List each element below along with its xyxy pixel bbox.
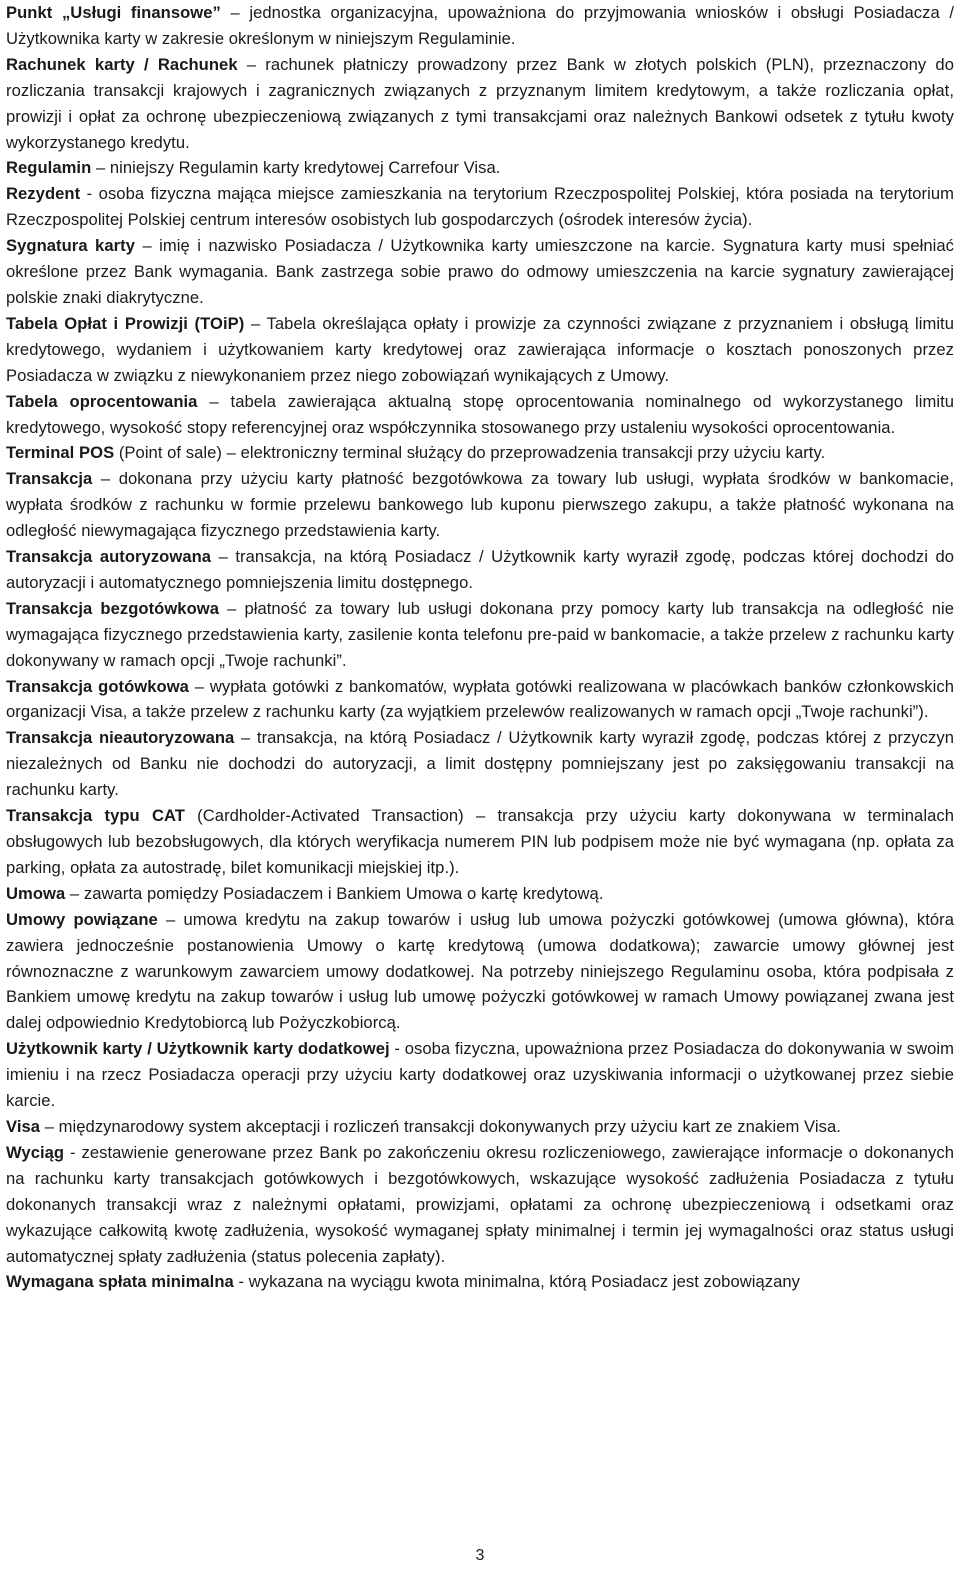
definition-text: – dokonana przy użyciu karty płatność bezgotówkowa za towary lub usługi, wypłata środków w bankomacie, wypłata środków z rachunku w formie przelewu bankowego lub kuponu pierwszego zakupu, a także płatność wykonana na odległość niewymagająca fizycznego przedstawienia karty. [6,469,954,541]
definition-text: – umowa kredytu na zakup towarów i usług lub umowa pożyczki gotówkowej (umowa główna), która zawiera jednocześnie postanowienia Umowy o kartę kredytową (umowa dodatkowa); zawarcie umowy głównej jest równoznaczne z warunkowym zawarciem umowy dodatkowej. Na potrzeby niniejszego Regulaminu osoba, która podpisała z Bankiem umowę kredytu na zakup towarów i usług lub umowę pożyczki gotówkowej w ramach Umowy powiązanej zwana jest dalej odpowiednio Kredytobiorcą lub Pożyczkobiorcą. [6,909,955,1033]
definition-text: – niniejszy Regulamin karty kredytowej Carrefour Visa. [91,158,501,178]
definition-rezydent [6,181,954,233]
definition-term: Umowa [6,883,66,903]
definition-umowa [6,881,954,907]
definition-transakcja-gotowkowa [6,674,954,726]
definition-term: Wyciąg [6,1142,65,1162]
definition-tabela-oprocentowania [6,389,954,441]
definition-text: – transakcja, na którą Posiadacz / Użytkownik karty wyraził zgodę, podczas której z przyczyn niezależnych od Banku nie dochodzi do autoryzacji, a limit dostępny pomniejszany jest po zaksięgowaniu transakcji na rachunku karty. [6,728,955,800]
definition-text: – międzynarodowy system akceptacji i rozliczeń transakcji dokonywanych przy użyciu kart ze znakiem Visa. [40,1116,841,1136]
definition-term: Rachunek karty / Rachunek [6,54,238,74]
definition-text: - zestawienie generowane przez Bank po zakończeniu okresu rozliczeniowego, zawierające informacje o dokonanych na rachunku karty transakcjach gotówkowych i bezgotówkowych, wskazujące wysokość zadłużenia Posiadacza z tytułu dokonanych transakcji wraz z należnymi opłatami, prowizjami, opłatami za ochronę ubezpieczeniową i odsetkami oraz wykazujące całkowitą kwotę zadłużenia, wysokość wymaganej spłaty minimalnej i termin jej wymagalności oraz status usługi automatycznej spłaty zadłużenia (status polecenia zapłaty). [6,1142,954,1266]
definition-text: (Point of sale) – elektroniczny terminal służący do przeprowadzenia transakcji przy użyciu karty. [114,443,826,463]
definition-term: Umowy powiązane [6,909,158,929]
definition-term: Transakcja gotówkowa [6,676,189,696]
definition-tabela-oplat [6,311,954,389]
definition-text: – transakcja, na którą Posiadacz / Użytkownik karty wyraził zgodę, podczas której dochodzi do autoryzacji i automatycznego pomniejszenia limitu dostępnego. [6,547,955,592]
definition-text: - osoba fizyczna mająca miejsce zamieszkania na terytorium Rzeczpospolitej Polskiej, która posiada na terytorium Rzeczpospolitej Polskiej centrum interesów osobistych lub gospodarczych (ośrodek interesów życia). [6,184,954,230]
definition-terminal-pos [6,440,954,466]
definition-punkt-uslugi-finansowe [6,0,954,52]
definition-term: Rezydent [6,184,81,204]
definition-term: Transakcja typu CAT [6,806,185,826]
definition-regulamin [6,155,954,181]
definition-text: – imię i nazwisko Posiadacza / Użytkownika karty umieszczone na karcie. Sygnatura karty musi spełniać określone przez Bank wymagania. Bank zastrzega sobie prawo do odmowy umieszczenia na karcie sygnatury zawierającej polskie znaki diakrytyczne. [6,236,954,307]
definition-term: Wymagana spłata minimalna [6,1272,234,1292]
definition-text: – zawarta pomiędzy Posiadaczem i Bankiem Umowa o kartę kredytową. [65,883,604,903]
definition-term: Tabela Opłat i Prowizji (TOiP) [6,313,245,333]
definition-transakcja-cat [6,803,954,881]
definition-text: – wypłata gotówki z bankomatów, wypłata gotówki realizowana w placówkach banków członkowskich organizacji Visa, a także przelew z rachunku karty (za wyjątkiem przelewów realizowanych w ramach opcji „Twoje rachunki”). [6,676,954,722]
definition-sygnatura-karty [6,233,954,311]
definition-visa [6,1114,954,1140]
definition-term: Transakcja bezgotówkowa [6,598,219,618]
definition-transakcja-bezgotowkowa [6,596,954,674]
definition-transakcja [6,466,954,544]
definition-term: Terminal POS [6,443,115,463]
definition-term: Transakcja nieautoryzowana [6,728,235,748]
page-number: 3 [475,1547,485,1564]
definition-term: Tabela oprocentowania [6,391,198,411]
definition-term: Sygnatura karty [6,236,135,256]
definition-text: - osoba fizyczna, upoważniona przez Posiadacza do dokonywania w swoim imieniu i na rzecz Posiadacza operacji przy użyciu karty dodatkowej oraz uzyskiwania informacji o użytkowanej przez siebie karcie. [6,1039,954,1111]
definition-term: Punkt „Usługi finansowe” [6,3,221,22]
definition-text: (Cardholder-Activated Transaction) – transakcja przy użyciu karty dokonywana w terminalach obsługowych lub bezobsługowych, dla których weryfikacja numerem PIN lub podpisem może nie być wymagana (np. opłata za parking, opłata za autostradę, bilet komunikacji miejskiej itp.). [6,806,954,877]
definition-term: Transakcja autoryzowana [6,547,212,567]
definition-text: – rachunek płatniczy prowadzony przez Bank w złotych polskich (PLN), przeznaczony do rozliczania transakcji krajowych i zagranicznych związanych z przyznanym limitem kredytowym, a także rozliczania opłat, prowizji i opłat za ochronę ubezpieczeniową związanych z tymi transakcjami oraz należnych Bankowi odsetek z tytułu kwoty wykorzystanego kredytu. [6,54,954,152]
definition-uzytkownik-karty [6,1036,954,1114]
definition-text: – płatność za towary lub usługi dokonana przy pomocy karty lub transakcja na odległość nie wymagająca fizycznego przedstawienia karty, zasilenie konta telefonu pre-paid w bankomacie, a także przelew z rachunku karty dokonywany w ramach opcji „Twoje rachunki”. [6,598,954,670]
definition-wymagana-splata-minimalna [6,1269,954,1295]
definition-transakcja-nieautoryzowana [6,725,954,803]
definition-text: – jednostka organizacyjna, upoważniona do przyjmowania wniosków i obsługi Posiadacza / Użytkownika karty w zakresie określonym w niniejszym Regulaminie. [6,3,955,48]
definition-term: Regulamin [6,158,92,178]
definition-transakcja-autoryzowana [6,544,954,596]
definition-text: – Tabela określająca opłaty i prowizje za czynności związane z przyznaniem i obsługą limitu kredytowego, wydaniem i użytkowaniem karty kredytowej oraz zawierająca informacje o kosztach ponoszonych przez Posiadacza w związku z niewykonaniem przez niego zobowiązań wynikających z Umowy. [6,313,955,385]
definition-text: – tabela zawierająca aktualną stopę oprocentowania nominalnego od wykorzystanego limitu kredytowego, wysokość stopy referencyjnej oraz współczynnika stosowanego przy ustaleniu wysokości oprocentowania. [6,391,955,437]
definition-rachunek-karty [6,52,954,156]
definition-term: Transakcja [6,469,93,489]
document-body [6,0,954,1295]
definition-term: Visa [6,1116,41,1136]
definition-wyciag [6,1140,954,1270]
definition-term: Użytkownik karty / Użytkownik karty dodatkowej [6,1039,390,1059]
definition-text: - wykazana na wyciągu kwota minimalna, którą Posiadacz jest zobowiązany [233,1272,801,1292]
definition-umowy-powiazane [6,907,954,1037]
